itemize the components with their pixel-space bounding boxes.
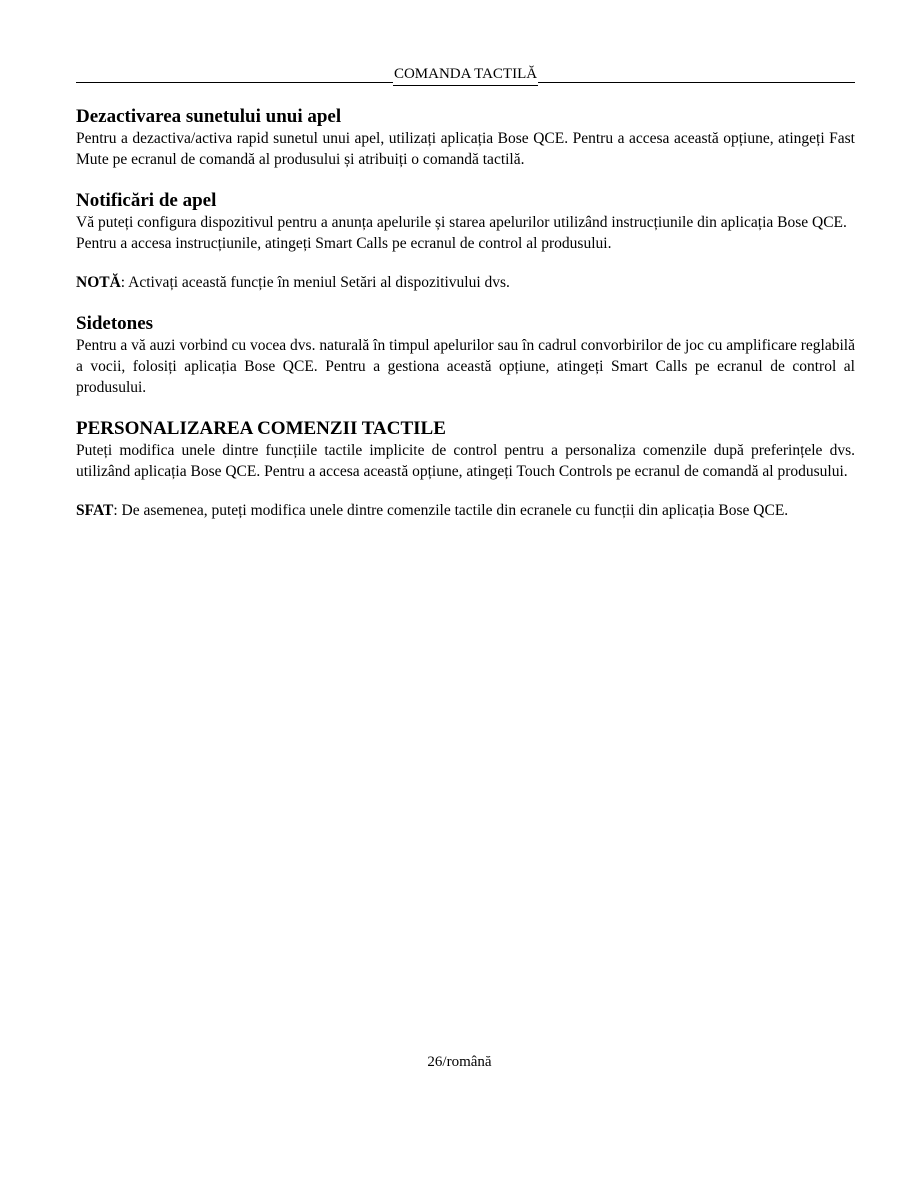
header-rule-left: [76, 82, 393, 83]
section-customize-touch: [76, 418, 855, 482]
section-heading: Notificări de apel: [76, 190, 217, 211]
section-body: Pentru a vă auzi vorbind cu vocea dvs. naturală în timpul apelurilor sau în cadrul convorbirilor de joc cu amplificare reglabilă a vocii, folosiți aplicația Bose QCE. Pentru a gestiona această opțiune, atingeți Smart Calls pe ecranul de control al produsului.: [76, 337, 855, 396]
section-heading: PERSONALIZAREA COMENZII TACTILE: [76, 418, 446, 439]
section-call-notifications: [76, 190, 855, 254]
note-label: NOTĂ: [76, 274, 121, 291]
section-mute-call: [76, 106, 855, 170]
note-paragraph: [76, 272, 855, 293]
tip-label: SFAT: [76, 502, 114, 519]
note-text: : Activați această funcție în meniul Setări al dispozitivului dvs.: [120, 274, 510, 291]
tip-paragraph: [76, 500, 855, 521]
page-content: [76, 106, 855, 521]
page-number: 26/română: [427, 1054, 492, 1070]
section-sidetones: [76, 313, 855, 398]
section-body: Pentru a dezactiva/activa rapid sunetul unui apel, utilizați aplicația Bose QCE. Pentru a accesa această opțiune, atingeți Fast Mute pe ecranul de comandă al produsului și atribuiți o comandă tactilă.: [76, 130, 855, 168]
section-heading: Sidetones: [76, 313, 154, 334]
section-body: Puteți modifica unele dintre funcțiile tactile implicite de control pentru a personaliza comenzile după preferințele dvs. utilizând aplicația Bose QCE. Pentru a accesa această opțiune, atingeți Touch Controls pe ecranul de comandă al produsului.: [76, 442, 855, 480]
header-rule-right: [538, 82, 855, 83]
header-title: COMANDA TACTILĂ: [393, 65, 538, 86]
tip-text: : De asemenea, puteți modifica unele dintre comenzile tactile din ecranele cu funcții din aplicația Bose QCE.: [113, 502, 789, 519]
page-header: [76, 66, 855, 86]
section-heading: Dezactivarea sunetului unui apel: [76, 106, 342, 127]
section-body: Vă puteți configura dispozitivul pentru a anunța apelurile și starea apelurilor utilizând instrucțiunile din aplicația Bose QCE. Pentru a accesa instrucțiunile, atingeți Smart Calls pe ecranul de control al produsului.: [76, 214, 847, 252]
